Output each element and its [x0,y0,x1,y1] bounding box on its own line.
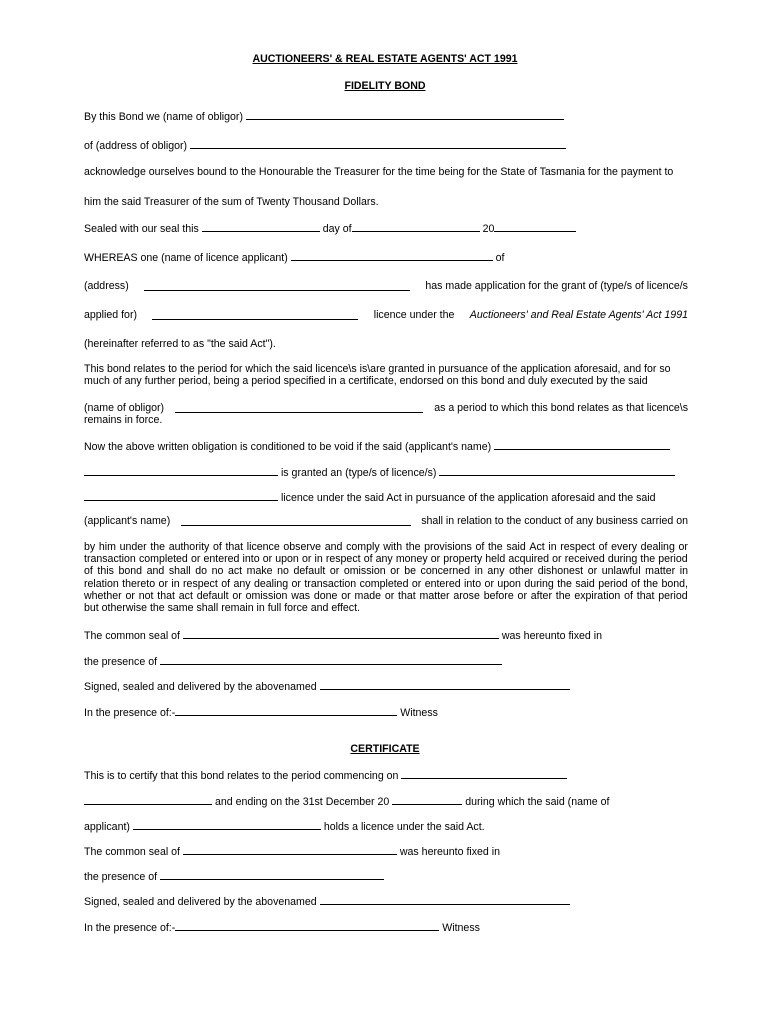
act-title: AUCTIONEERS' & REAL ESTATE AGENTS' ACT 1991 [252,53,518,65]
licence-type-field[interactable] [152,309,358,320]
commencing-date-field[interactable] [401,768,567,779]
sealed-day-of-label: day of [322,223,352,235]
applicant-conduct-line [84,515,688,528]
application-grant-text: has made application for the grant of (type/s of licence/s [425,280,688,292]
ending-text: and ending on the 31st December 20 [214,796,390,808]
common-seal-label: The common seal of [84,630,180,642]
signed-label: Signed, sealed and delivered by the abovenamed [84,681,317,693]
signed-line [84,679,688,694]
act-name-italic: Auctioneers' and Real Estate Agents' Act 1991 [469,309,688,321]
authority-text-1: by him under the authority of that licence observe and comply with the provisions of the said Act in respect of every dealing or [84,541,688,553]
authority-text-4: relation thereto or in respect of any dealing or transaction completed or entered into or upon during the said period of the bond, [84,577,688,590]
period-obligor-label: (name of obligor) [84,402,165,414]
commencing-date-cont-field[interactable] [84,794,212,805]
sealed-year-field[interactable] [494,221,576,232]
presence-field[interactable] [160,654,502,665]
cert-hereunto-fixed-label: was hereunto fixed in [399,846,501,858]
conduct-text: shall in relation to the conduct of any business carried on [421,515,688,527]
void-line [84,439,688,454]
bond-title: FIDELITY BOND [344,80,426,92]
relates-paragraph [84,363,688,387]
acknowledge-text-1: acknowledge ourselves bound to the Honourable the Treasurer for the time being for the State of Tasmania for the payment to [84,166,674,178]
witness-label: Witness [400,707,438,719]
cert-signed-label: Signed, sealed and delivered by the abovenamed [84,896,317,908]
granted-applicant-field[interactable] [84,465,278,476]
pursuance-licence-field[interactable] [84,490,278,501]
cert-presence-line [84,869,688,884]
sealed-label: Sealed with our seal this [84,223,199,235]
cert-signed-field[interactable] [320,894,570,905]
cert-signed-line [84,894,688,909]
period-line [84,402,688,414]
relates-text-1: This bond relates to the period for which the said licence\s is\are granted in pursuance of the application aforesaid, and for so [84,363,671,375]
hereunto-fixed-label: was hereunto fixed in [501,630,603,642]
cert-witness-label: Witness [442,922,480,934]
granted-line [84,465,688,480]
remains-in-force-text: remains in force. [84,414,163,427]
void-applicant-field[interactable] [494,439,670,450]
authority-text-3: of this bond and shall do no act make no default or omission or be concerned in any other dishonest or unlawful matter in [84,565,688,578]
whereas-line [84,250,688,265]
obligor-address-label: of (address of obligor) [84,140,188,152]
signed-field[interactable] [320,679,570,690]
holds-applicant-label: applicant) [84,821,130,833]
cert-common-seal-line [84,844,688,859]
authority-text-6: but otherwise the same shall remain in full force and effect. [84,602,360,615]
cert-common-seal-label: The common seal of [84,846,180,858]
void-text: Now the above written obligation is conditioned to be void if the said (applicant's name) [84,441,492,453]
licence-pursuance-line [84,490,688,505]
authority-text-2: transaction completed or entered into or upon or in respect of any money or property held acquired or received during the period [84,553,688,566]
cert-witness-field[interactable] [175,920,439,931]
witness-line [84,705,688,720]
authority-paragraph [84,541,688,614]
address-label: (address) [84,280,129,292]
cert-presence-label: the presence of [84,871,158,883]
applicant-name-label: (applicant's name) [84,515,171,527]
authority-text-5: whether or not that act default or omission was done or made or that matter arose before or after the expiration of that period [84,589,688,602]
sealed-line [84,221,688,236]
period-obligor-field[interactable] [175,402,423,413]
cert-witness-line [84,920,688,935]
licence-pursuance-text: licence under the said Act in pursuance of the application aforesaid and the said [280,492,656,504]
obligor-name-line [84,109,688,124]
period-relates-text: as a period to which this bond relates as that licence\s [434,402,688,414]
certify-text: This is to certify that this bond relates to the period commencing on [84,770,399,782]
period-paragraph [84,402,688,426]
granted-licence-type-field[interactable] [439,465,675,476]
whereas-of-label: of [495,252,505,264]
sealed-day-field[interactable] [202,221,320,232]
ending-year-field[interactable] [392,794,462,805]
granted-text: is granted an (type/s of licence/s) [280,467,437,479]
sealed-month-field[interactable] [352,221,480,232]
certificate-title: CERTIFICATE [350,743,420,755]
holds-line [84,819,688,834]
applicant-name-field[interactable] [181,515,411,526]
obligor-name-field[interactable] [246,109,564,120]
ending-line [84,794,688,809]
common-seal-line [84,628,688,643]
address-line [84,280,688,293]
sealed-year-label: 20 [482,223,495,235]
obligor-address-line [84,138,688,153]
presence-label: the presence of [84,656,158,668]
holds-licence-text: holds a licence under the said Act. [323,821,485,833]
common-seal-field[interactable] [183,628,499,639]
applied-for-label: applied for) [84,309,137,321]
obligor-address-field[interactable] [190,138,566,149]
during-which-text: during which the said (name of [465,796,610,808]
hereinafter-text: (hereinafter referred to as "the said Act"). [84,338,276,350]
obligor-name-label: By this Bond we (name of obligor) [84,111,243,123]
relates-text-2: much of any further period, being a period specified in a certificate, endorsed on this bond and duly executed by the said [84,375,648,388]
licence-applicant-field[interactable] [291,250,493,261]
cert-presence-field[interactable] [160,869,384,880]
applied-for-line [84,309,688,322]
cert-common-seal-field[interactable] [183,844,397,855]
whereas-label: WHEREAS one (name of licence applicant) [84,252,288,264]
licence-under-label: licence under the [373,309,455,321]
holds-applicant-field[interactable] [133,819,321,830]
witness-field[interactable] [175,705,397,716]
acknowledge-text-2: him the said Treasurer of the sum of Twenty Thousand Dollars. [84,196,379,208]
certify-line [84,768,688,783]
in-presence-label: In the presence of:- [84,707,176,719]
address-field[interactable] [144,280,410,291]
cert-in-presence-label: In the presence of:- [84,922,176,934]
presence-line [84,654,688,669]
